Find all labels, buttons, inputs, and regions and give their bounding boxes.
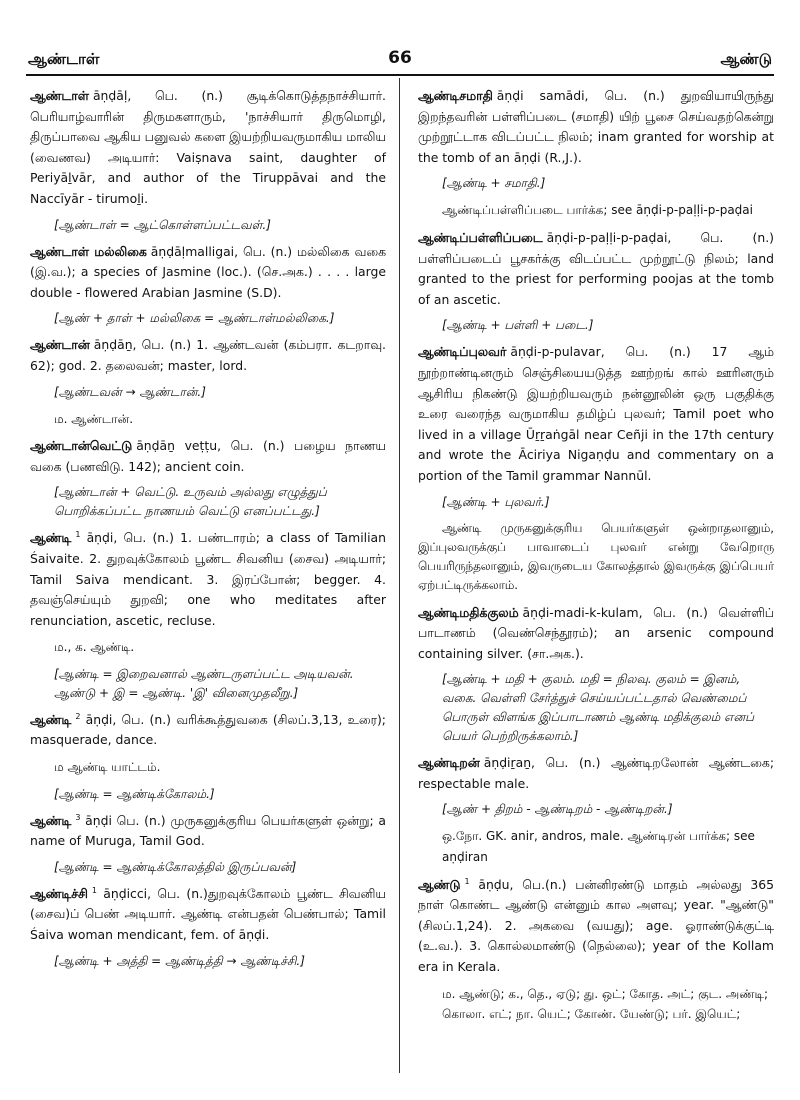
cognates: ஆண்டிப்பள்ளிப்படை பார்க்க; see āṇḍi-p-paḷḷi-p-paḍai [442, 203, 753, 218]
dictionary-entry [30, 436, 386, 477]
etymology: [ஆண்டி = ஆண்டிக்கோலத்தில் இருப்பவன்] [54, 859, 297, 874]
cognates: ம ஆண்டி யாட்டம். [54, 760, 161, 775]
etymology: [ஆண்டவன் → ஆண்டான்.] [54, 384, 206, 399]
etymology: [ஆண்டி + சமாதி.] [442, 176, 546, 191]
entry-definition: āṇḍi-p-pulavar, பெ. (n.) 17 ஆம் நூற்றாண்டினரும் செஞ்சியையடுத்த ஊற்றங் கால் ஊரினரும் ஆசிரிய நிகண்டு இயற்றியவரும் நன்னூலின் ஒரு பகுதிக்கு உரை வரைந்த வருமாகிய தமிழ்ப் புலவர்; Tamil poet who lived in a village Ūṟṟaṅgāl near Ceñji in the 17th century and wrote the Āciriya Nigaṇḍu and commentary on a portion of the Tamil grammar Nannūl. [418, 344, 774, 483]
etymology: [ஆண்டி = இறைவனால் ஆண்டருளப்பட்ட அடியவன். ஆண்டு + இ = ஆண்டி. 'இ' வினைமுதலீறு.] [54, 666, 354, 700]
etymology: [ஆண்டி + புலவர்.] [442, 494, 550, 509]
dictionary-entry [30, 86, 386, 210]
dictionary-entry [418, 875, 774, 978]
headword: ஆண்டிப்புலவர் [418, 344, 507, 360]
cognates: ஒ.நோ. GK. anir, andros, male. ஆண்டிரன் பார்க்க; see aṇḍiran [442, 829, 755, 865]
entry-definition: āṇḍi samādi, பெ. (n.) துறவியாயிருந்து இறந்தவரின் பள்ளிப்படை (சமாதி) யிற் பூசை செய்வதற்கென்று முற்றூட்டாக விடப்பட்ட நிலம்; inam granted for worship at the tomb of an āṇḍi (R.,J.). [418, 88, 774, 165]
dictionary-entry [30, 884, 386, 946]
entry-definition: āṇḍi-madi-k-kulam, பெ. (n.) வெள்ளிப் பாடாணம் (வெண்செந்தூரம்); an arsenic compound containing silver. (சா.அக.). [418, 604, 774, 661]
dictionary-entry [418, 86, 774, 168]
etymology: [ஆண்டி + பள்ளி + படை.] [442, 318, 594, 333]
entry-definition: āṇḍu, பெ.(n.) பன்னிரண்டு மாதம் அல்லது 365 நாள் கொண்ட ஆண்டு என்னும் கால அளவு; year. "ஆண்டு" (சிலப்.1,24). 2. அகவை (வயது); age. ஓராண்டுக்குட்டி (உ.வ.). 3. கொல்லமாண்டு (நெல்லை); year of the Kollam era in Kerala. [418, 876, 774, 975]
dictionary-entry [30, 242, 386, 304]
running-head-left: ஆண்டாள் [28, 50, 100, 68]
etymology: [ஆண்டி = ஆண்டிக்கோலம்.] [54, 786, 215, 801]
cognates: ம. ஆண்டு; க., தெ., ஏடு; து. ஒட்; கோத. அட்; குட. அண்டி; கொலா. எட்; நா. யெட்; கோண். யேண்டு; பர். இயெட்; [442, 986, 769, 1022]
headword: ஆண்டான்வெட்டு [30, 438, 133, 454]
headword: ஆண்டான் [30, 337, 90, 353]
entry-definition: āṇḍicci, பெ. (n.)துறவுக்கோலம் பூண்ட சிவனிய (சைவ)ப் பெண் அடியார். ஆண்டி என்பதன் பெண்பால்; Tamil Śaiva woman mendicant, fem. of āṇḍi. [30, 885, 386, 943]
entry-definition: āṇḍāṉ veṭṭu, பெ. (n.) பழைய நாணய வகை (பணவிடு. 142); ancient coin. [30, 438, 386, 474]
dictionary-entry [30, 335, 386, 376]
headword: ஆண்டிச்சி [30, 885, 88, 901]
etymology: [ஆண்டான் + வெட்டு. உருவம் அல்லது எழுத்துப் பொறிக்கப்பட்ட நாணயம் வெட்டு எனப்பட்டது.] [54, 485, 327, 519]
headword: ஆண்டிப்பள்ளிப்படை [418, 229, 543, 245]
etymology: [ஆண்டாள் = ஆட்கொள்ளப்பட்டவள்.] [54, 217, 271, 232]
entry-definition: āṇḍi-p-paḷḷi-p-paḍai, பெ. (n.) பள்ளிப்படைப் பூசகர்க்கு விடப்பட்ட முற்றூட்டு நிலம்; land granted to the priest for performing poojas at the tomb of an ascetic. [418, 229, 774, 307]
left-column [30, 86, 386, 978]
etymology: [ஆண்டி + அத்தி = ஆண்டித்தி → ஆண்டிச்சி.] [54, 953, 305, 968]
headword: ஆண்டி [30, 530, 72, 546]
entry-definition: āṇḍi பெ. (n.) முருகனுக்குரிய பெயர்களுள் ஒன்று; a name of Muruga, Tamil God. [30, 812, 386, 849]
cognates: ம. ஆண்டான். [54, 411, 134, 426]
headword: ஆண்டி [30, 812, 72, 828]
entry-definition: āṇḍi, பெ. (n.) வரிக்கூத்துவகை (சிலப்.3,13, உரை); masquerade, dance. [30, 711, 386, 748]
homonym-number: 1 [91, 885, 97, 895]
dictionary-entry [418, 342, 774, 486]
homonym-number: 3 [75, 812, 81, 822]
right-column [418, 86, 774, 1032]
dictionary-entry [30, 811, 386, 852]
headword: ஆண்டு [418, 876, 461, 892]
homonym-number: 2 [75, 711, 81, 721]
header-rule [26, 74, 774, 76]
entry-definition: āṇḍāḷmalligai, பெ. (n.) மல்லிகை வகை (இ.வ.); a species of Jasmine (loc.). (செ.அக.) . . . . large double - flowered Arabian Jasmine (S.D). [30, 243, 386, 300]
headword: ஆண்டி [30, 711, 72, 727]
etymology: [ஆண்டி + மதி + குலம். மதி = நிலவு. குலம் = இனம், வகை. வெள்ளி சேர்த்துச் செய்யப்பட்டதால் வெண்மைப் பொருள் விளங்க இப்பாடாணம் ஆண்டி மதிக்குலம் எனப் பெயர் பெற்றிருக்கலாம்.] [442, 672, 755, 744]
headword: ஆண்டிசமாதி [418, 88, 493, 103]
homonym-number: 1 [75, 530, 81, 540]
running-head-right: ஆண்டு [720, 50, 772, 68]
headword: ஆண்டிறன் [418, 755, 480, 771]
headword: ஆண்டாள் [30, 88, 89, 103]
dictionary-entry [418, 603, 774, 665]
headword: ஆண்டாள் மல்லிகை [30, 243, 147, 259]
entry-definition: āṇḍāḷ, பெ. (n.) சூடிக்கொடுத்தநாச்சியார். பெரியாழ்வாரின் திருமகளாரும், 'நாச்சியார் திருமொழி, திருப்பாவை ஆகிய பனுவல் களை இயற்றியவருமாகிய மாலிய (வைணவ) அடியார்: Vaiṣnava saint, daughter of Periyāḻvār, and author of the Tiruppāvai and the Naccīyār - tirumoḻi. [30, 88, 386, 206]
dictionary-entry [30, 528, 386, 631]
column-divider [399, 78, 400, 1073]
etymology: [ஆண் + திறம் - ஆண்டிறம் - ஆண்டிறன்.] [442, 802, 673, 817]
entry-definition: āṇḍiṟaṉ, பெ. (n.) ஆண்டிறலோன் ஆண்டகை; respectable male. [418, 755, 774, 791]
entry-note: ஆண்டி முருகனுக்குரிய பெயர்களுள் ஒன்றாதலானும், இப்புலவருக்குப் பாவாடைப் புலவர் என்று வேறொரு பெயரிருந்தலானும், இவருடைய கோலத்தால் இவருக்கு இப்பெயர் ஏற்பட்டிருக்கலாம். [418, 520, 774, 592]
dictionary-entry [30, 710, 386, 751]
page-number: 66 [388, 48, 412, 68]
headword: ஆண்டிமதிக்குலம் [418, 604, 519, 620]
entry-definition: āṇḍi, பெ. (n.) 1. பண்டாரம்; a class of Tamilian Śaivaite. 2. துறவுக்கோலம் பூண்ட சிவனிய (சைவ) அடியார்; Tamil Saiva mendicant. 3. இரப்போன்; begger. 4. தவஞ்செய்யும் துறவி; one who meditates after renunciation, ascetic, recluse. [30, 530, 386, 628]
cognates: ம., க. ஆண்டி. [54, 640, 135, 655]
dictionary-entry [418, 228, 774, 310]
dictionary-entry [418, 753, 774, 794]
entry-definition: āṇḍāṉ, பெ. (n.) 1. ஆண்டவன் (கம்பரா. கடறாவு. 62); god. 2. தலைவன்; master, lord. [30, 337, 386, 373]
etymology: [ஆண் + தாள் + மல்லிகை = ஆண்டாள்மல்லிகை.] [54, 311, 335, 326]
homonym-number: 1 [464, 876, 470, 886]
